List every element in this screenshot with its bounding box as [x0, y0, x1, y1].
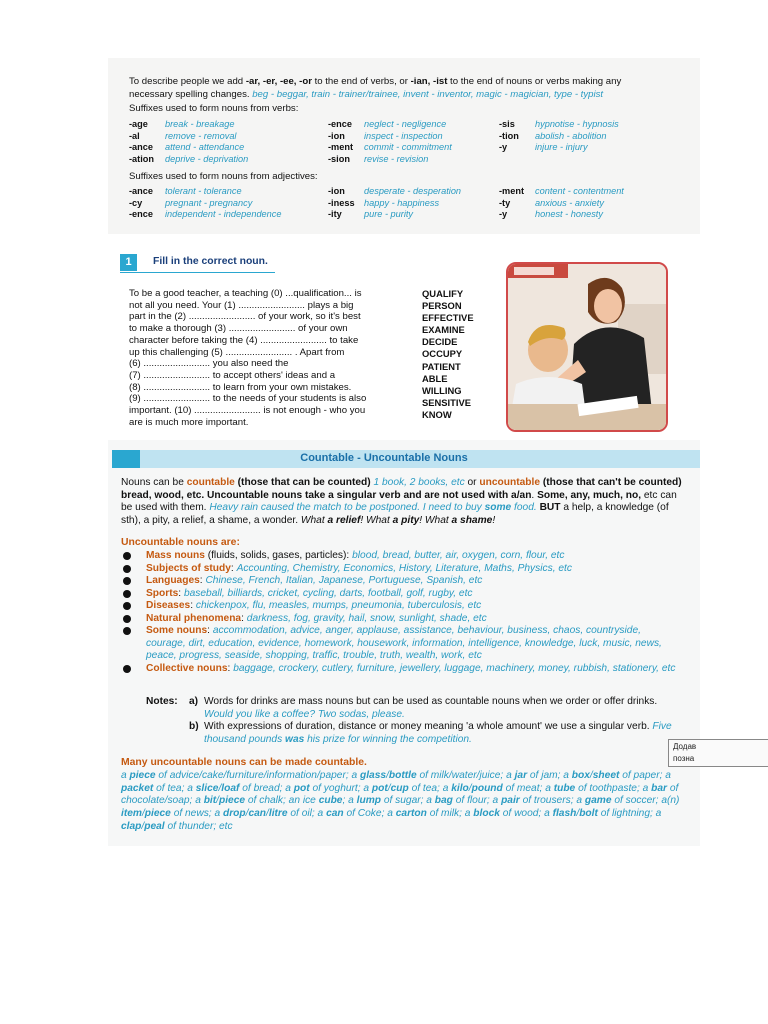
exercise-word: PATIENT [422, 360, 461, 372]
bullet-examples: darkness, fog, gravity, hail, snow, sunlight, shade, etc [246, 612, 487, 624]
partitive-fragment: pot [293, 782, 310, 794]
suffix-example: inspect - inspection [364, 130, 443, 141]
partitive-fragment: of tea; a [408, 782, 452, 794]
suffix: -ment [499, 186, 525, 196]
suffix-row [499, 209, 624, 221]
cropped-overlay-box [668, 739, 768, 767]
partitive-fragment: of wood; a [499, 808, 553, 820]
exercise-word: OCCUPY [422, 348, 463, 360]
bullet-dot [123, 577, 131, 585]
exercise-word: QUALIFY [422, 288, 464, 299]
partitive-fragment: clap [121, 820, 142, 832]
partitive-fragment: lump [356, 795, 381, 807]
uncountable-heading: Uncountable nouns are: [121, 537, 240, 548]
partitive-fragment: block [473, 808, 500, 820]
bullet-dot [123, 615, 131, 623]
suffix-row [328, 154, 452, 166]
bullet-label: Languages [146, 575, 200, 586]
suffix: -ty [499, 197, 511, 208]
partitive-fragment: pound [471, 782, 503, 794]
partitive-fragment: cup [390, 782, 409, 794]
bullet-label: Some nouns [146, 625, 208, 636]
exercise-line: are is much more important. [129, 416, 249, 428]
partitive-fragment: of meat; a [502, 782, 554, 794]
countable-intro-paragraph: Nouns can be countable (those that can be counted) 1 book, 2 books, etc or uncountable (those that can't be counted) bread, wood, etc. Uncountable nouns take a singular verb and are not used with a/an. Some, any, much, no, etc can be used with them. Heavy rain caused the match to be postponed. I need to buy some food. BUT a help, a knowledge (of sth), a pity, a relief, a shame, a wonder. What a relief! What a pity! What a shame! [121, 477, 682, 527]
partitive-fragment: bit [203, 795, 217, 807]
suffix-row [129, 154, 248, 166]
suffix-row [129, 119, 248, 131]
bullet-label: Natural phenomena [146, 612, 242, 624]
suffix: -sis [499, 119, 515, 129]
bullet-item [121, 575, 681, 588]
exercise-line: (8) ......................... to learn from your own mistakes. [129, 381, 352, 393]
bullet-label: Sports [146, 587, 179, 599]
exercise-word: PERSON [422, 300, 462, 312]
suffix-column [129, 119, 248, 166]
partitive-fragment: loaf [221, 782, 240, 794]
partitive-fragment: of lightning; a [597, 808, 662, 820]
suffix-row [129, 209, 281, 221]
photo-illustration [508, 264, 666, 430]
bullet-item [121, 550, 681, 563]
suffix-row [499, 131, 619, 143]
suffix: -ence [328, 119, 353, 129]
exercise-line: not all you need. Your (1) ......................... plays a big [129, 299, 354, 311]
suffix-column [328, 119, 452, 166]
bullet-dot [123, 565, 131, 573]
partitive-fragment: bottle [388, 770, 417, 781]
partitive-fragment: box [571, 770, 590, 781]
exercise-line: to make a thorough (3) ......................... of your own [129, 323, 348, 335]
partitive-fragment: / [245, 808, 249, 820]
suffix: -ion [328, 186, 345, 196]
suffix-example: anxious - anxiety [535, 197, 604, 208]
exercise-line: (7) ......................... to accept others' ideas and a [129, 369, 336, 381]
partitive-fragment: tube [553, 782, 576, 794]
partitive-fragment: cube [318, 795, 343, 807]
partitive-fragment: litre [268, 808, 288, 820]
exercise-line: (6) ......................... you also need the [129, 358, 289, 370]
exercise-paragraph [129, 288, 399, 428]
partitive-fragment: game [584, 795, 612, 807]
partitive-fragment: ; a [342, 795, 357, 807]
suffix-example: independent - independence [165, 209, 282, 220]
partitive-fragment: of thunder; etc [164, 820, 233, 832]
verbs-suffix-table [129, 119, 649, 167]
suffix-example: injure - injury [535, 142, 588, 153]
partitive-fragment: packet [121, 782, 154, 794]
made-countable-heading: Many uncountable nouns can be made countable. [121, 757, 367, 768]
suffix: -ity [328, 209, 342, 220]
exercise-word: EXAMINE [422, 324, 465, 336]
exercise-underline [120, 272, 275, 273]
suffix-row [129, 198, 281, 210]
partitive-fragment: item [121, 808, 142, 820]
bullet-dot [123, 665, 131, 673]
suffix: -ance [129, 142, 154, 153]
partitive-fragment: of sugar; a [380, 795, 435, 807]
partitive-fragment: of advice/cake/furniture/information/paper; a [155, 770, 360, 781]
partitive-fragment: / [141, 820, 145, 832]
exercise-title: Fill in the correct noun. [153, 256, 268, 267]
teacher-and-student-photo [506, 262, 668, 432]
partitive-fragment: flash [552, 808, 577, 820]
partitive-fragment: of chocolate/soap; a [121, 782, 679, 807]
bullet-colon: : [207, 625, 213, 636]
partitive-fragment: jar [514, 770, 528, 781]
bullet-examples: baggage, crockery, cutlery, furniture, jewellery, luggage, machinery, money, rubbish, stationery, etc [233, 662, 676, 674]
suffix: -tion [499, 130, 519, 141]
suffix-example: commit - commitment [364, 142, 452, 153]
partitive-fragment: of milk; a [426, 808, 474, 820]
partitive-fragment: pair [501, 795, 520, 807]
suffix: -ion [328, 130, 345, 141]
partitive-fragment: / [387, 782, 391, 794]
exercise-word: ABLE [422, 372, 448, 384]
bullet-examples: chickenpox, flu, measles, mumps, pneumonia, tuberculosis, etc [195, 600, 482, 611]
exercise-number-badge: 1 [120, 254, 137, 271]
partitive-fragment: of chalk; an ice [245, 795, 319, 807]
partitive-fragment: of yoghurt; a [309, 782, 372, 794]
partitive-fragment: piece [129, 770, 156, 781]
intro-paragraph: To describe people we add -ar, -er, -ee, -or to the end of verbs, or -ian, -ist to the end of nouns or verbs making any necessary spelling changes. beg - beggar, train - trainer/trainee, invent - inventor, magic - magician, type - typist [129, 76, 622, 100]
suffix-row [129, 186, 281, 198]
suffix-example: pregnant - pregnancy [165, 197, 253, 208]
partitive-fragment: piece [144, 808, 171, 820]
bullet-item [121, 663, 681, 676]
adjectives-suffix-table [129, 186, 649, 222]
bullet-dot [123, 602, 131, 610]
suffix-column [129, 186, 281, 221]
suffix-row [129, 131, 248, 143]
suffix: -y [499, 142, 508, 153]
partitive-fragment: bag [434, 795, 453, 807]
exercise-line: important. (10) ......................... is not enough - who you [129, 405, 366, 417]
exercise-word: SENSITIVE [422, 396, 471, 408]
partitive-fragment: of bread; a [239, 782, 294, 794]
bullet-item [121, 613, 681, 626]
bullet-item [121, 600, 681, 613]
bullet-item [121, 563, 681, 576]
suffix: -sion [328, 154, 350, 165]
bullet-colon: : [230, 562, 237, 574]
uncountable-bullet-list [121, 550, 681, 675]
suffix: -y [499, 209, 508, 220]
partitive-fragment: / [589, 770, 593, 781]
bullet-examples: baseball, billiards, cricket, cycling, darts, football, golf, rugby, etc [183, 587, 473, 599]
exercise-word: EFFECTIVE [422, 312, 474, 324]
partitive-fragment: bolt [579, 808, 598, 820]
exercise-line: (9) ......................... to the needs of your students is also [129, 393, 367, 405]
bullet-label: Collective nouns [146, 662, 228, 674]
exercise-line: up this challenging (5) ......................... . Apart from [129, 346, 345, 358]
bullet-extra: (fluids, solids, gases, particles) [204, 550, 347, 561]
exercise-word: WILLING [422, 384, 462, 396]
cropped-overlay-line-2: позна [673, 754, 695, 763]
suffix: -ment [328, 142, 354, 153]
bullet-item [121, 625, 681, 663]
partitive-fragment: a [121, 770, 130, 781]
partitive-fragment: bar [651, 782, 667, 794]
suffix-row [499, 198, 624, 210]
bullet-dot [123, 552, 131, 560]
partitive-fragment: sheet [592, 770, 620, 781]
partitive-fragment: can [326, 808, 344, 820]
suffix: -al [129, 130, 140, 141]
exercise-word: KNOW [422, 408, 452, 420]
note-b: b) With expressions of duration, distance or money meaning 'a whole amount' we use a singular verb. Five thousand pounds was his prize for winning the competition. [189, 721, 672, 745]
suffix-example: break - breakage [165, 119, 235, 129]
bullet-dot [123, 590, 131, 598]
partitive-fragment: of news; a [170, 808, 223, 820]
suffix-row [328, 142, 452, 154]
suffix-example: honest - honesty [535, 209, 603, 220]
partitive-fragment: / [576, 808, 580, 820]
partitive-fragment: / [266, 808, 269, 820]
partitive-fragment: / [386, 770, 389, 781]
partitive-fragment: of tea; a [153, 782, 196, 794]
bullet-examples: Chinese, French, Italian, Japanese, Portuguese, Spanish, etc [205, 575, 483, 586]
bullet-label: Subjects of study [146, 562, 231, 574]
section-title: Countable - Uncountable Nouns [300, 452, 468, 464]
partitive-fragment: / [141, 808, 145, 820]
verbs-suffix-heading: Suffixes used to form nouns from verbs: [129, 103, 299, 114]
suffix: -ance [129, 186, 154, 196]
suffix-row [499, 186, 624, 198]
partitive-fragment: of oil; a [287, 808, 327, 820]
suffix-column [499, 119, 619, 154]
cropped-overlay-line-1: Додав [673, 742, 697, 751]
bullet-examples: Accounting, Chemistry, Economics, History, Literature, Maths, Physics, etc [236, 562, 572, 574]
partitive-fragment: can [248, 808, 267, 820]
exercise-line: part in the (2) ......................... of your work, so it's best [129, 311, 361, 323]
notes-block [146, 696, 682, 746]
suffix-example: remove - removal [165, 130, 237, 141]
suffix: -iness [328, 197, 355, 208]
exercise-line: To be a good teacher, a teaching (0) ...qualification... is [129, 288, 362, 299]
partitive-fragment: of milk/water/juice; a [416, 770, 515, 781]
suffix-row [499, 119, 619, 131]
suffix: -age [129, 119, 148, 129]
partitive-fragment: / [468, 782, 472, 794]
suffix: -ation [129, 154, 155, 165]
partitive-fragment: / [218, 782, 222, 794]
partitive-fragment: of trousers; a [519, 795, 585, 807]
partitive-fragment: drop [222, 808, 246, 820]
partitive-fragment: piece [219, 795, 246, 807]
suffix-example: pure - purity [364, 209, 414, 220]
partitive-fragment: of jam; a [527, 770, 572, 781]
exercise-word-list [422, 288, 474, 421]
suffix-example: desperate - desperation [364, 186, 462, 196]
suffix-row [129, 142, 248, 154]
suffix-example: attend - attendance [165, 142, 245, 153]
partitive-fragment: carton [395, 808, 427, 820]
partitive-fragment: glass [360, 770, 387, 781]
bullet-dot [123, 627, 131, 635]
partitive-fragment: of Coke; a [343, 808, 396, 820]
bullet-examples: blood, bread, butter, air, oxygen, corn, flour, etc [352, 550, 565, 561]
suffix-row [328, 119, 452, 131]
suffix-column [328, 186, 461, 221]
note-a: Notes: a) Words for drinks are mass nouns but can be used as countable nouns when we order or offer drinks. Would you like a coffee? Two sodas, please. [146, 696, 658, 720]
partitive-fragment: / [216, 795, 219, 807]
partitive-fragment: kilo [451, 782, 469, 794]
suffix-example: hypnotise - hypnosis [535, 119, 619, 129]
suffix-example: neglect - negligence [364, 119, 447, 129]
suffix-example: deprive - deprivation [165, 154, 249, 165]
exercise-word: DECIDE [422, 336, 458, 348]
bullet-colon: : [199, 575, 206, 586]
bullet-label: Mass nouns [146, 550, 205, 561]
bullet-colon: : [190, 600, 196, 611]
suffix-example: revise - revision [364, 154, 429, 165]
suffix-example: content - contentment [535, 186, 624, 196]
partitive-fragment: slice [195, 782, 219, 794]
exercise-line: character before taking the (4) ......................... to take [129, 334, 359, 346]
suffix: -ence [129, 209, 154, 220]
suffix-example: happy - happiness [364, 197, 440, 208]
bullet-item [121, 588, 681, 601]
suffix-row [328, 186, 461, 198]
suffix: -cy [129, 197, 143, 208]
bullet-colon: : [346, 550, 353, 561]
suffix-example: abolish - abolition [535, 130, 607, 141]
suffix-column [499, 186, 624, 221]
partitive-fragment: pot [371, 782, 388, 794]
suffix-row [328, 209, 461, 221]
suffix-row [328, 198, 461, 210]
suffix-example: tolerant - tolerance [165, 186, 242, 196]
bullet-examples: accommodation, advice, anger, applause, assistance, behaviour, business, chaos, countryside, courage, dirt, education, evidence, homework, housework, information, intelligence, knowledge, luck, music, news, peace, progress, seaside, shopping, traffic, trouble, truth, wealth, work, etc [146, 625, 662, 661]
bullet-label: Diseases [146, 600, 191, 611]
suffix-row [328, 131, 452, 143]
partitive-fragment: peal [144, 820, 165, 832]
bullet-colon: : [241, 612, 247, 624]
adjectives-suffix-heading: Suffixes used to form nouns from adjectives: [129, 171, 318, 182]
partitive-fragment: of soccer; a(n) [611, 795, 680, 807]
partitive-fragment: of flour; a [452, 795, 502, 807]
suffix-row [499, 142, 619, 154]
partitive-fragment: of paper; a [619, 770, 671, 781]
partitive-expressions [121, 770, 683, 834]
bullet-colon: : [178, 587, 184, 599]
partitive-fragment: of toothpaste; a [575, 782, 652, 794]
bullet-colon: : [227, 662, 234, 674]
